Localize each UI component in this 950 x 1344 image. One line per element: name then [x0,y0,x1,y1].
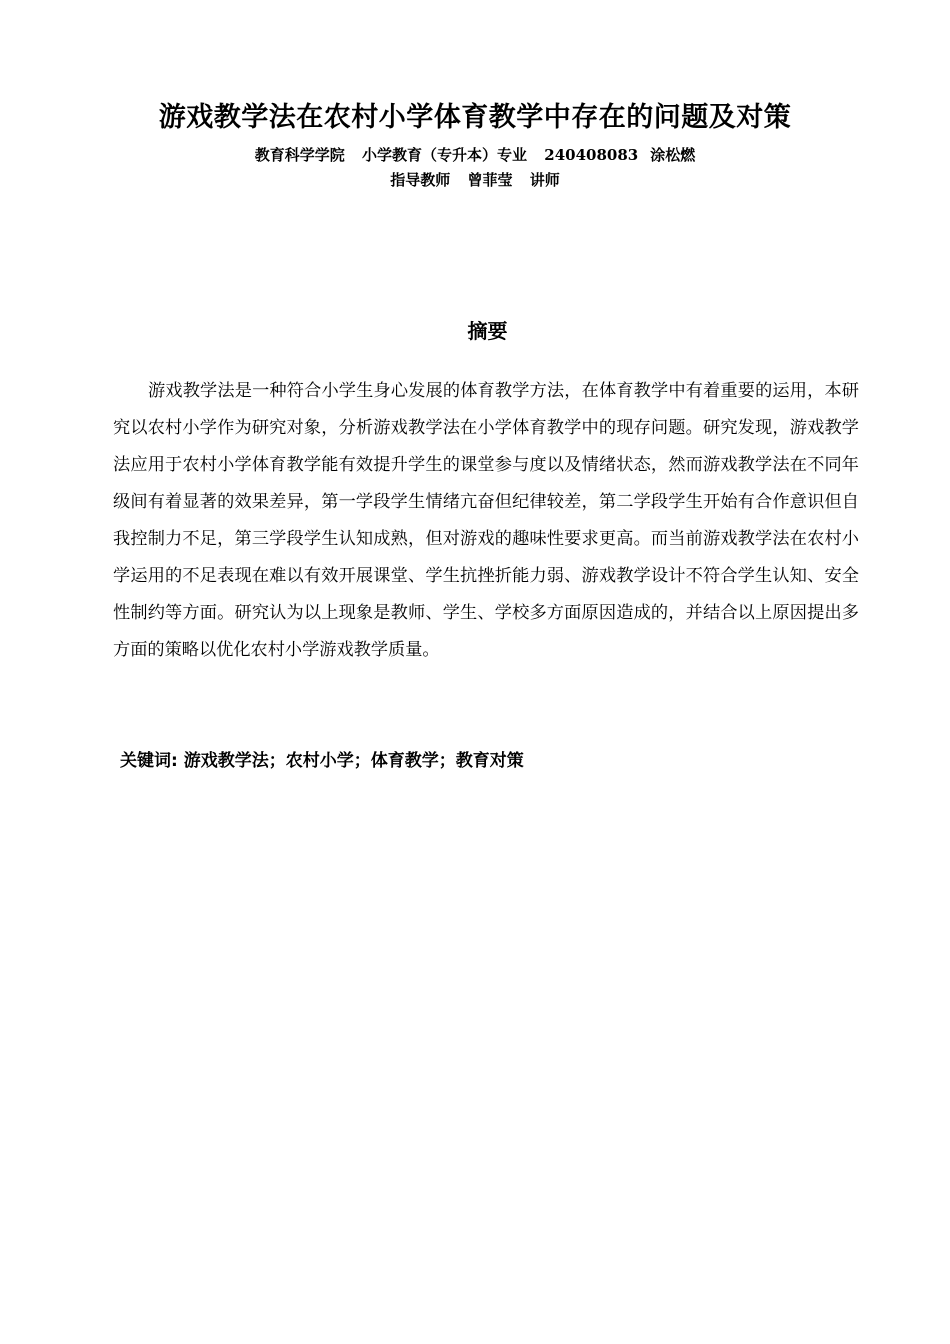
advisor-rank: 讲师 [529,171,560,189]
major-name: 小学教育（专升本）专业 [362,146,528,164]
author-info-line [0,143,950,167]
abstract-body: 游戏教学法是一种符合小学生身心发展的体育教学方法，在体育教学中有着重要的运用，本研究以农村小学作为研究对象，分析游戏教学法在小学体育教学中的现存问题。研究发现，游戏教学法应用于农村小学体育教学能有效提升学生的课堂参与度以及情绪状态，然而游戏教学法在不同年级间有着显著的效果差异，第一学段学生情绪亢奋但纪律较差，第二学段学生开始有合作意识但自我控制力不足，第三学段学生认知成熟，但对游戏的趣味性要求更高。而当前游戏教学法在农村小学运用的不足表现在难以有效开展课堂、学生抗挫折能力弱、游戏教学设计不符合学生认知、安全性制约等方面。研究认为以上现象是教师、学生、学校多方面原因造成的，并结合以上原因提出多方面的策略以优化农村小学游戏教学质量。 [113,381,859,660]
college-name: 教育科学学院 [254,146,345,164]
advisor-info-line [0,168,950,192]
advisor-role: 指导教师 [390,171,451,189]
advisor-name: 曾菲莹 [467,171,513,189]
abstract-heading: 摘要 [467,319,508,343]
paper-title: 游戏教学法在农村小学体育教学中存在的问题及对策 [158,102,792,133]
keywords-line: 关键词: 游戏教学法；农村小学；体育教学；教育对策 [120,751,524,771]
student-id: 240408083 [544,146,639,164]
student-name: 涂松燃 [650,146,696,164]
